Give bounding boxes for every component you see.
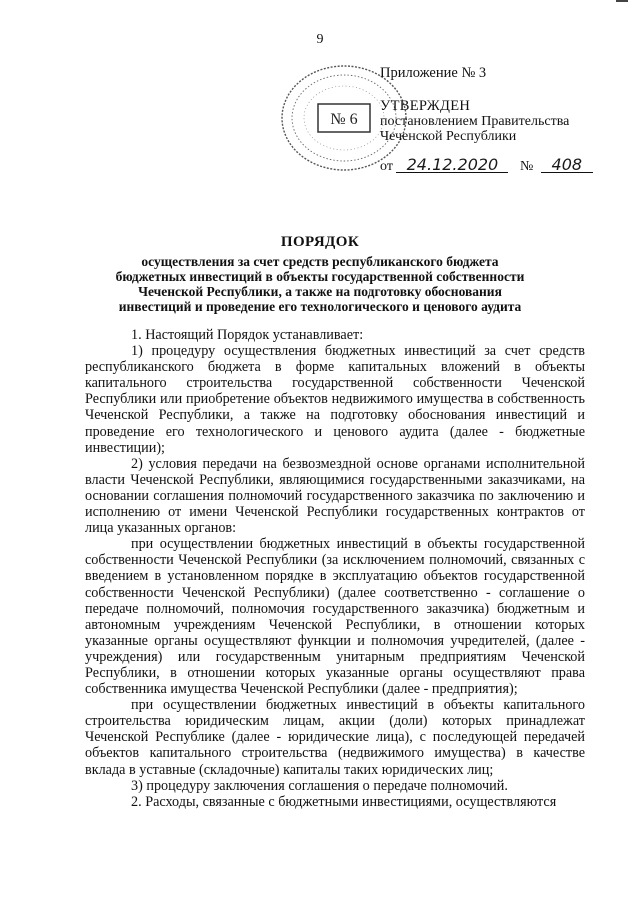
paragraph: 1. Настоящий Порядок устанавливает: <box>131 327 364 343</box>
paragraph: 2) условия передачи на безвозмездной основе органами исполнительной власти Чеченской Республики, являющимися государственными заказчиками, на основании соглашения полномочий государственного заказчика по заключению и исполнению от имени Чеченской Республики государственных контрактов от лица указанных органов: <box>85 455 585 537</box>
corner-mark <box>616 0 628 2</box>
appendix-label: Приложение № 3 <box>380 65 487 81</box>
paragraph: 2. Расходы, связанные с бюджетными инвестициями, осуществляются <box>131 793 557 810</box>
page-number: 9 <box>316 32 324 47</box>
paragraph: при осуществлении бюджетных инвестиций в объекты капитального строительства юридическим лицам, акции (доли) которых принадлежат Чеченской Республике (далее - юридические лица), с последующей передачей объектов капитального строительства (недвижимого имущества) в качестве вклада в уставные (складочные) капиталы таких юридических лиц; <box>85 697 585 778</box>
document-title: ПОРЯДОК <box>280 234 360 250</box>
document-subtitle: осуществления за счет средств республиканского бюджета бюджетных инвестиций в объекты государственной собственности Чеченской Республики, а также на подготовку обоснования инвестиций и проведение его технологического и ценового аудита <box>115 254 525 314</box>
handwritten-number: 408 <box>541 157 593 173</box>
approval-block <box>380 66 620 174</box>
approval-line-1: постановлением Правительства <box>380 114 570 129</box>
paragraph: 1) процедуру осуществления бюджетных инвестиций за счет средств республиканского бюджета в форме капитальных вложений в объекты капитального строительства государственной собственности Чеченской Республики или приобретение объектов недвижимого имущества в собственность Чеченской Республики, а также на подготовку обоснования инвестиций и проведение его технологического и ценового аудита (далее - бюджетные инвестиции); <box>85 343 585 456</box>
approved-label: УТВЕРЖДЕН <box>380 98 471 114</box>
paragraph: 3) процедуру заключения соглашения о передаче полномочий. <box>131 777 508 794</box>
number-sign: № <box>519 159 534 174</box>
document-body <box>85 327 585 810</box>
seal-number: № 6 <box>330 111 358 128</box>
handwritten-date: 24.12.2020 <box>396 157 508 173</box>
approval-line-2: Чеченской Республики <box>380 129 517 144</box>
paragraph: при осуществлении бюджетных инвестиций в объекты государственной собственности Чеченской Республики (за исключением полномочий, связанных с введением в установленном порядке в эксплуатацию объектов государственной собственности Чеченской Республики) (далее соответственно - соглашение о передаче полномочий, полномочия государственного заказчика) бюджетным и автономным учреждениям Чеченской Республики, в отношении которых указанные органы осуществляют функции и полномочия учредителей, (далее - учреждения) или государственным унитарным предприятиям Чеченской Республики, в отношении которых указанные органы осуществляют права собственника имущества Чеченской Республики (далее - предприятия); <box>85 536 585 698</box>
date-prefix: от <box>380 159 393 174</box>
approval-date-row <box>380 157 620 174</box>
